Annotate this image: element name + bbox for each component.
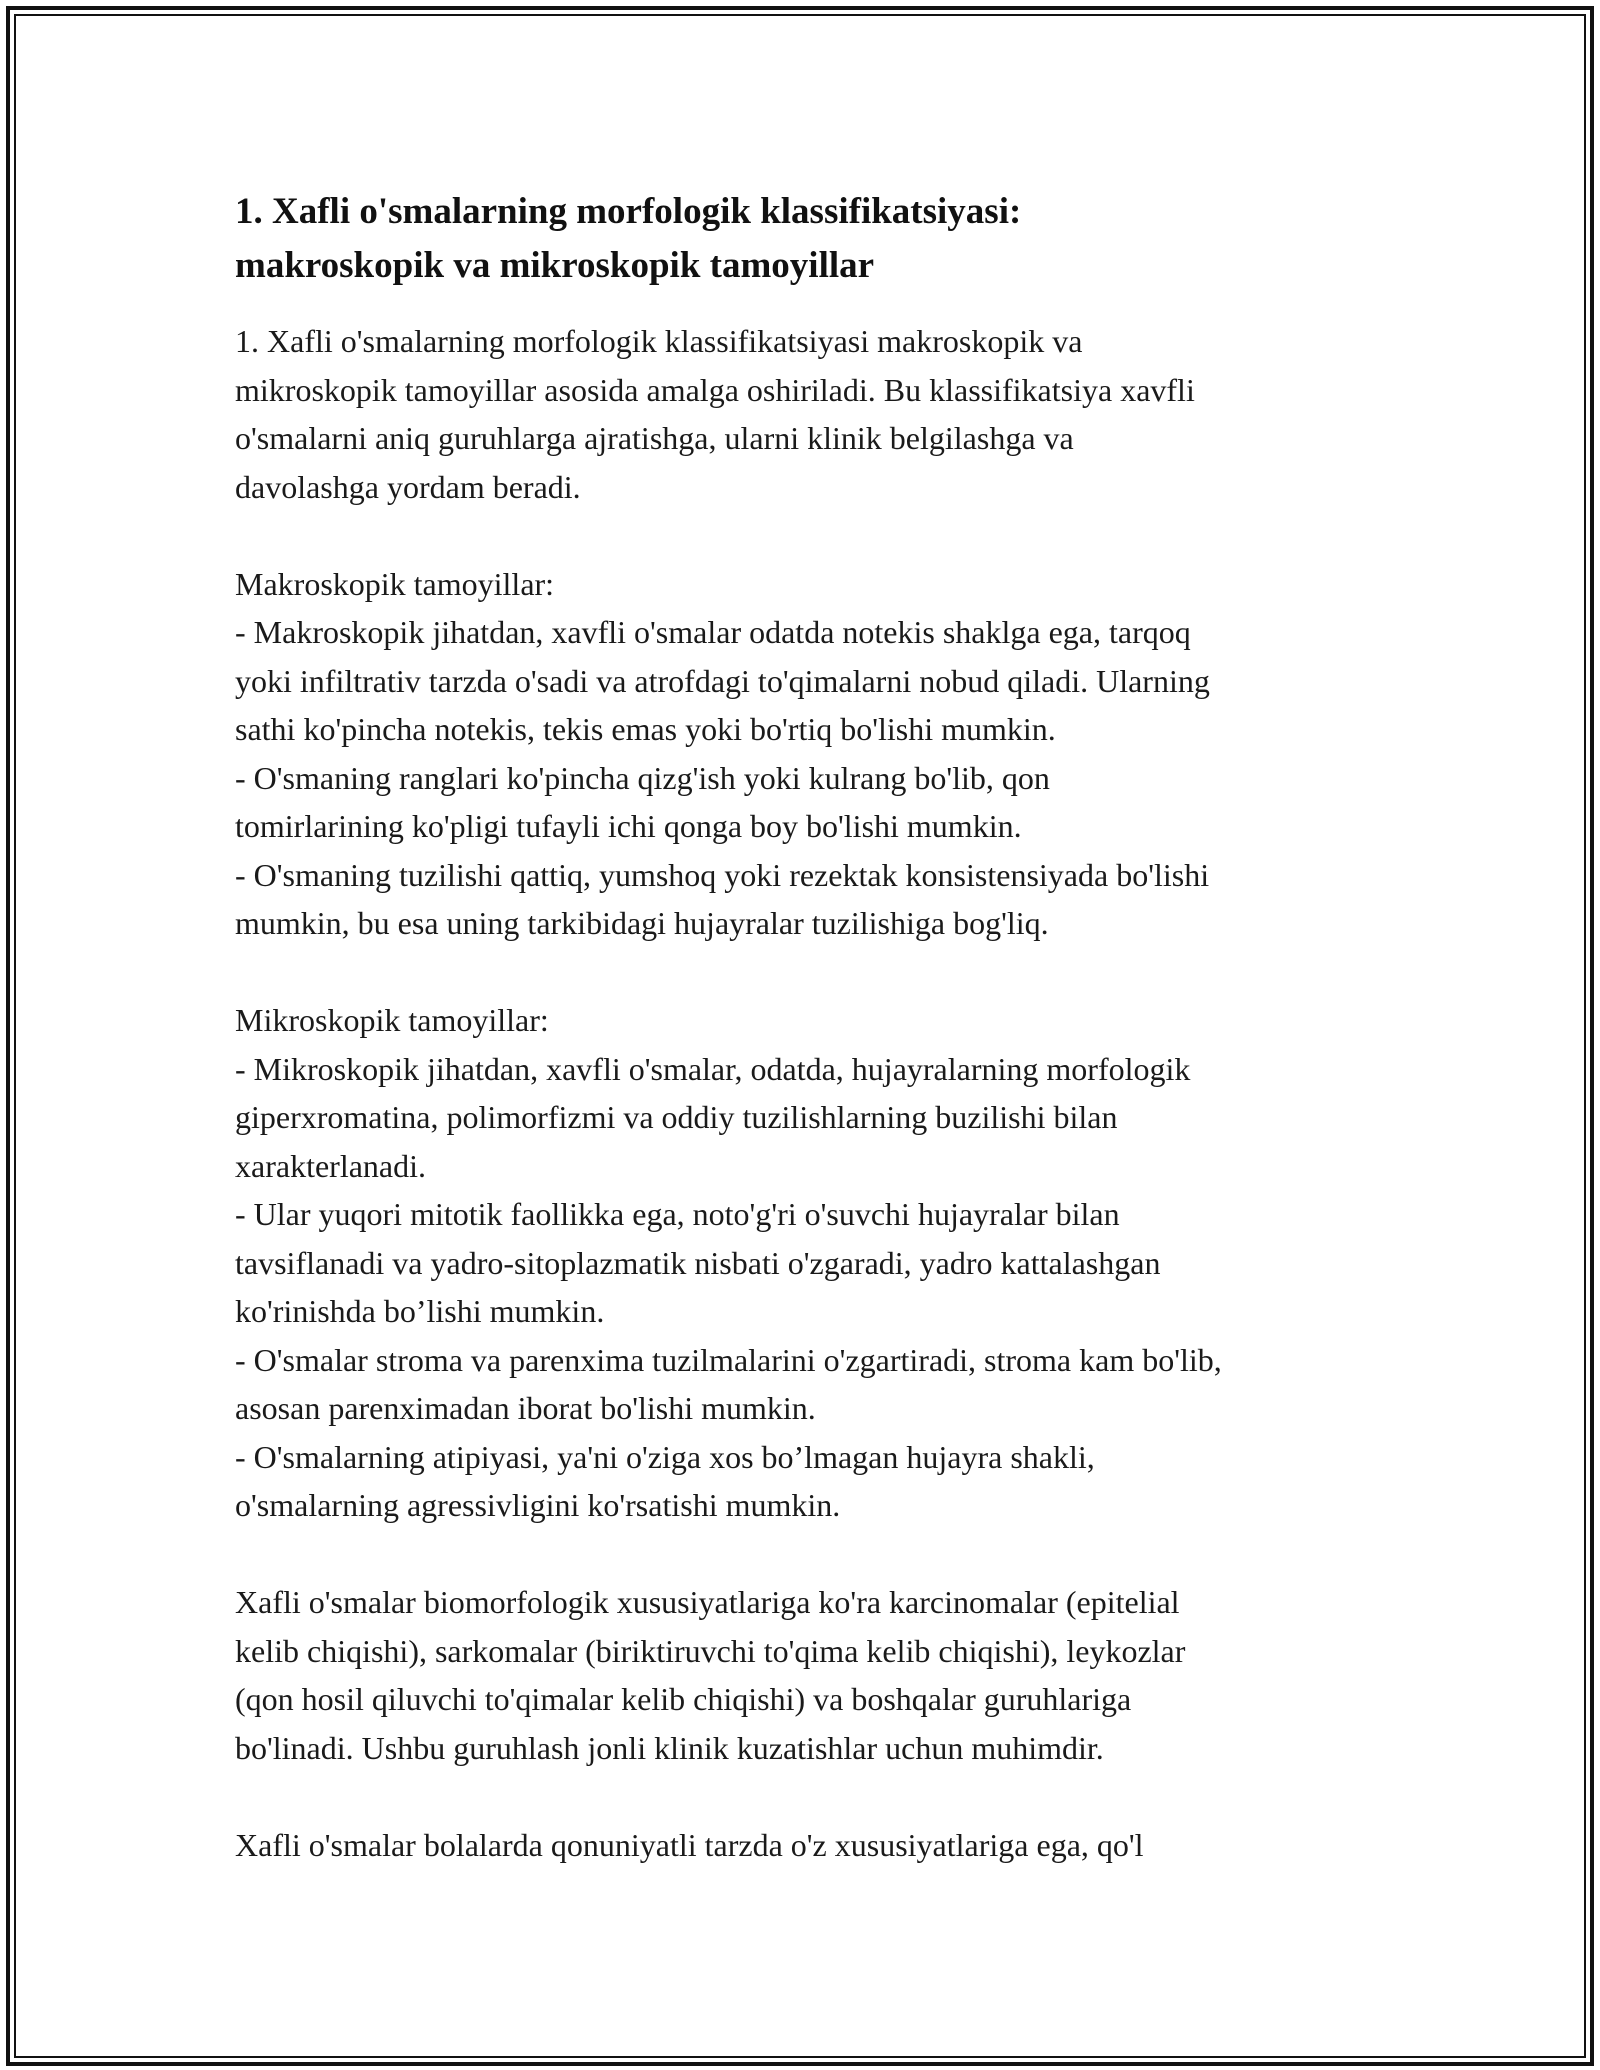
classification-paragraph [235,1578,1375,1772]
text-line: - Mikroskopik jihatdan, xavfli o'smalar, odatda, hujayralarning morfologik [235,1050,1191,1087]
text-line: - O'smaning tuzilishi qattiq, yumshoq yoki rezektak konsistensiyada bo'lishi [235,856,1210,893]
text-line: - Ular yuqori mitotik faollikka ega, noto'g'ri o'suvchi hujayralar bilan [235,1196,1120,1232]
text-line: - O'smalar stroma va parenxima tuzilmalarini o'zgartiradi, stroma kam bo'lib, [235,1341,1222,1378]
text-line: ko'rinishda bo’lishi mumkin. [235,1293,605,1329]
text-line: yoki infiltrativ tarzda o'sadi va atrofdagi to'qimalarni nobud qiladi. Ularning [235,662,1210,699]
text-line: kelib chiqishi), sarkomalar (biriktiruvchi to'qima kelib chiqishi), leykozlar [235,1632,1186,1669]
text-line: o'smalarni aniq guruhlarga ajratishga, ularni klinik belgilashga va [235,420,1074,456]
title-line: 1. Xafli o'smalarning morfologik klassifikatsiyasi: [235,191,1022,232]
children-paragraph [235,1821,1375,1870]
text-line: mumkin, bu esa uning tarkibidagi hujayralar tuzilishiga bog'liq. [235,905,1049,941]
text-line: bo'linadi. Ushbu guruhlash jonli klinik kuzatishlar uchun muhimdir. [235,1729,1104,1766]
text-line: tavsiflanadi va yadro-sitoplazmatik nisbati o'zgaradi, yadro kattalashgan [235,1244,1161,1281]
section-heading: Makroskopik tamoyillar: [235,565,555,602]
document-body [235,185,1375,1869]
macroscopic-section [235,560,1375,948]
text-line: (qon hosil qiluvchi to'qimalar kelib chiqishi) va boshqalar guruhlariga [235,1681,1132,1717]
text-line: - Makroskopik jihatdan, xavfli o'smalar odatda notekis shaklga ega, tarqoq [235,614,1191,650]
text-line: tomirlarining ko'pligi tufayli ichi qonga boy bo'lishi mumkin. [235,808,1022,844]
microscopic-section [235,996,1375,1530]
text-line: Xafli o'smalar biomorfologik xususiyatlariga ko'ra karcinomalar (epitelial [235,1584,1180,1620]
text-line: o'smalarning agressivligini ko'rsatishi mumkin. [235,1487,841,1523]
intro-paragraph [235,317,1375,511]
text-line: giperxromatina, polimorfizmi va oddiy tuzilishlarning buzilishi bilan [235,1099,1118,1135]
text-line: mikroskopik tamoyillar asosida amalga oshiriladi. Bu klassifikatsiya xavfli [235,371,1195,408]
title-line: makroskopik va mikroskopik tamoyillar [235,245,875,286]
text-line: 1. Xafli o'smalarning morfologik klassifikatsiyasi makroskopik va [235,323,1083,359]
section-heading: Mikroskopik tamoyillar: [235,1002,549,1038]
text-line: xarakterlanadi. [235,1147,426,1184]
text-line: - O'smaning ranglari ko'pincha qizg'ish yoki kulrang bo'lib, qon [235,759,1050,796]
text-line: davolashga yordam beradi. [235,468,581,505]
text-line: sathi ko'pincha notekis, tekis emas yoki bo'rtiq bo'lishi mumkin. [235,711,1056,747]
text-line: - O'smalarning atipiyasi, ya'ni o'ziga xos bo’lmagan hujayra shakli, [235,1438,1095,1475]
document-title [235,185,1375,293]
text-line: asosan parenximadan iborat bo'lishi mumkin. [235,1390,816,1426]
text-line: Xafli o'smalar bolalarda qonuniyatli tarzda o'z xususiyatlariga ega, qo'l [235,1826,1144,1863]
